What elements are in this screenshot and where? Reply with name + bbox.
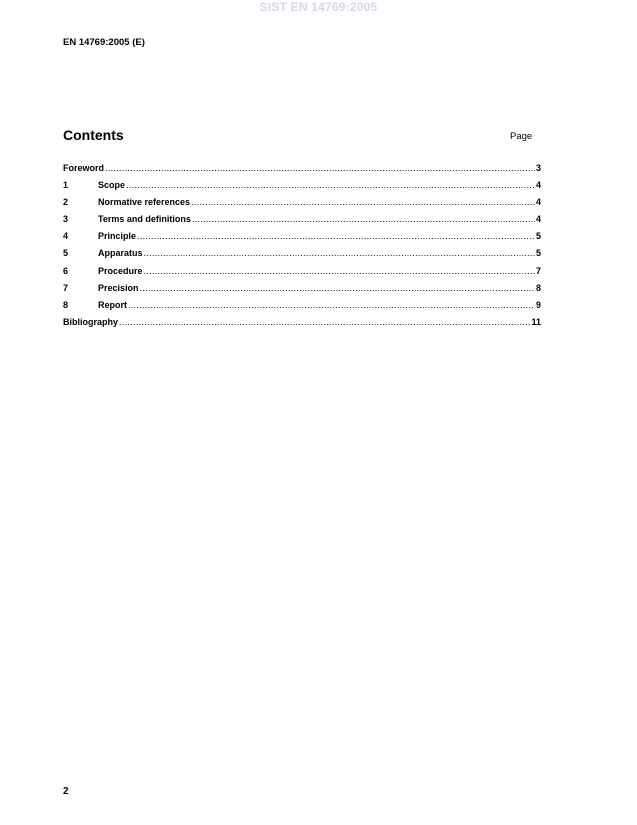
toc-leader-dots — [144, 266, 535, 276]
toc-entry-bibliography[interactable] — [63, 317, 541, 334]
toc-entry-number: 2 — [63, 197, 69, 208]
toc-entry-number: 6 — [63, 265, 69, 276]
toc-entry-page: 5 — [535, 231, 541, 242]
toc-entry-scope[interactable] — [63, 180, 541, 197]
toc-entry-title: Principle — [98, 231, 137, 242]
toc-entry-foreword[interactable] — [63, 163, 541, 180]
toc-leader-dots — [140, 283, 535, 293]
toc-entry-page: 4 — [535, 214, 541, 225]
toc-entry-precision[interactable] — [63, 283, 541, 300]
toc-entry-page: 9 — [535, 299, 541, 310]
toc-leader-dots — [105, 163, 535, 173]
toc-entry-title: Report — [98, 299, 127, 310]
toc-entry-number: 1 — [63, 180, 69, 191]
toc-entry-title: Precision — [98, 282, 139, 293]
toc-entry-normative-references[interactable] — [63, 197, 541, 214]
toc-entry-page: 11 — [531, 316, 541, 327]
table-of-contents — [63, 163, 541, 334]
toc-entry-title: Scope — [98, 180, 126, 191]
toc-entry-title: Foreword — [63, 163, 105, 173]
toc-entry-page: 4 — [535, 180, 541, 191]
page-column-label: Page — [510, 131, 533, 142]
toc-entry-terms-and-definitions[interactable] — [63, 214, 541, 231]
watermark-text: SIST EN 14769:2005 — [259, 0, 378, 14]
toc-entry-page: 3 — [535, 163, 541, 173]
toc-leader-dots — [137, 231, 535, 241]
toc-entry-title: Apparatus — [98, 248, 143, 259]
toc-entry-number: 8 — [63, 299, 69, 310]
toc-entry-number: 5 — [63, 248, 69, 259]
toc-entry-title: Normative references — [98, 197, 191, 208]
toc-entry-procedure[interactable] — [63, 266, 541, 283]
toc-leader-dots — [126, 180, 535, 190]
toc-entry-title: Bibliography — [63, 316, 119, 327]
toc-entry-title: Terms and definitions — [98, 214, 191, 225]
document-id-header: EN 14769:2005 (E) — [63, 37, 145, 48]
toc-entry-number: 7 — [63, 282, 69, 293]
toc-leader-dots — [192, 214, 535, 224]
page-number: 2 — [63, 786, 69, 797]
toc-entry-principle[interactable] — [63, 231, 541, 248]
toc-entry-number: 4 — [63, 231, 69, 242]
contents-title: Contents — [63, 127, 124, 143]
toc-leader-dots — [119, 317, 530, 327]
toc-entry-title: Procedure — [98, 265, 143, 276]
toc-leader-dots — [191, 197, 535, 207]
toc-entry-page: 8 — [535, 282, 541, 293]
toc-entry-page: 5 — [535, 248, 541, 259]
toc-leader-dots — [144, 248, 535, 258]
toc-entry-report[interactable] — [63, 300, 541, 317]
toc-entry-number: 3 — [63, 214, 69, 225]
toc-entry-page: 7 — [535, 265, 541, 276]
toc-leader-dots — [128, 300, 535, 310]
toc-entry-page: 4 — [535, 197, 541, 208]
toc-entry-apparatus[interactable] — [63, 248, 541, 265]
